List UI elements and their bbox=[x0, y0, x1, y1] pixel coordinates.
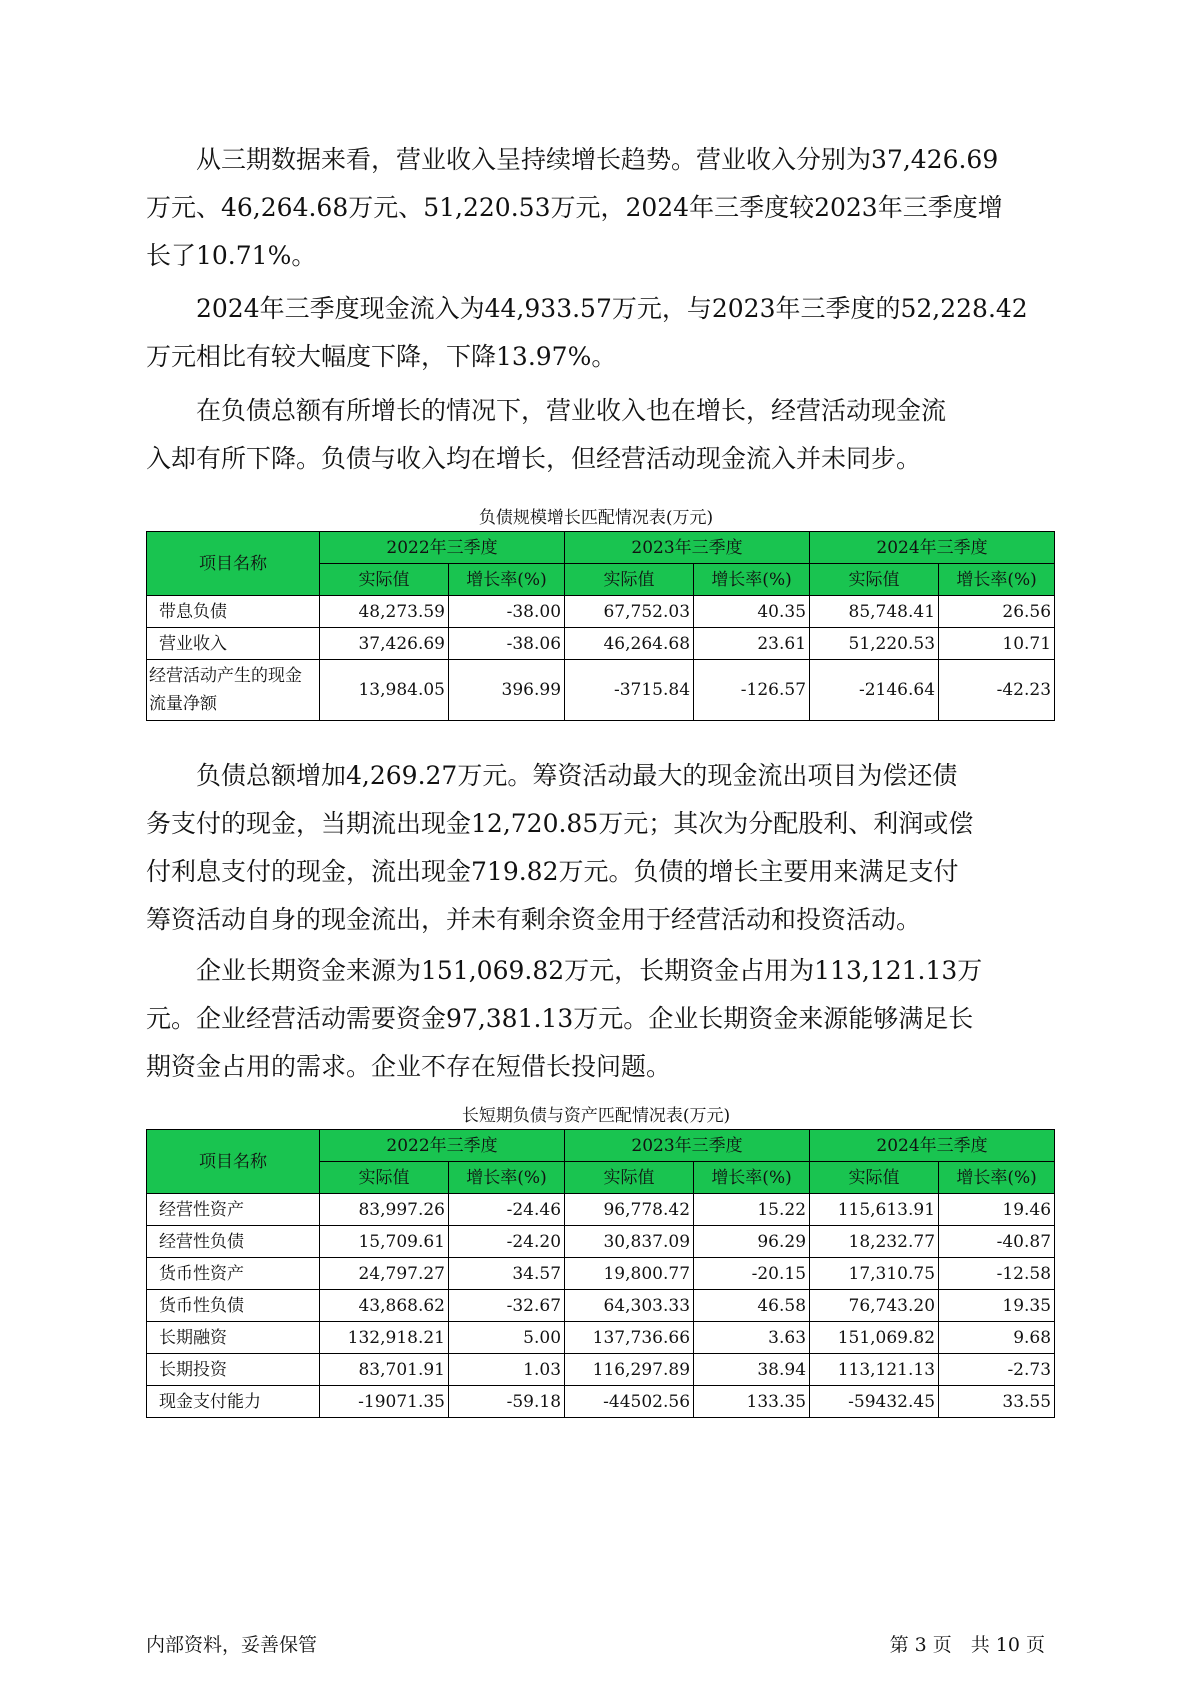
text-line: 付利息支付的现金，流出现金719.82万元。负债的增长主要用来满足支付 bbox=[146, 857, 959, 886]
text-line: 长了10.71%。 bbox=[146, 241, 317, 270]
text-line: 期资金占用的需求。企业不存在短借长投问题。 bbox=[146, 1052, 672, 1081]
paragraph-cash-inflow bbox=[146, 285, 1046, 381]
header-growth-rate: 增长率(%) bbox=[449, 564, 565, 596]
cell-value: 76,743.20 bbox=[810, 1290, 939, 1322]
page-number: 第 3 页 共 10 页 bbox=[889, 1634, 1045, 1656]
cell-rate: -59.18 bbox=[449, 1386, 565, 1418]
header-growth-rate: 增长率(%) bbox=[449, 1162, 565, 1194]
cell-rate: 3.63 bbox=[694, 1322, 810, 1354]
cell-value: 17,310.75 bbox=[810, 1258, 939, 1290]
cell-value: 30,837.09 bbox=[565, 1226, 694, 1258]
cell-rate: 96.29 bbox=[694, 1226, 810, 1258]
text-line: 在负债总额有所增长的情况下，营业收入也在增长，经营活动现金流 bbox=[146, 396, 947, 425]
cell-rate: -2.73 bbox=[939, 1354, 1055, 1386]
header-growth-rate: 增长率(%) bbox=[939, 1162, 1055, 1194]
cell-value: 83,997.26 bbox=[320, 1194, 449, 1226]
cell-rate: 19.35 bbox=[939, 1290, 1055, 1322]
row-label: 现金支付能力 bbox=[147, 1386, 320, 1418]
header-growth-rate: 增长率(%) bbox=[939, 564, 1055, 596]
text-line: 负债总额增加4,269.27万元。筹资活动最大的现金流出项目为偿还债 bbox=[146, 761, 958, 790]
cell-rate: -24.46 bbox=[449, 1194, 565, 1226]
cell-value: 137,736.66 bbox=[565, 1322, 694, 1354]
cell-rate: -38.00 bbox=[449, 596, 565, 628]
row-label: 长期投资 bbox=[147, 1354, 320, 1386]
row-label: 经营活动产生的现金流量净额 bbox=[147, 660, 320, 721]
cell-value: 15,709.61 bbox=[320, 1226, 449, 1258]
cell-value: -44502.56 bbox=[565, 1386, 694, 1418]
cell-rate: 34.57 bbox=[449, 1258, 565, 1290]
table-row bbox=[147, 1290, 1055, 1322]
cell-rate: 26.56 bbox=[939, 596, 1055, 628]
table-row bbox=[147, 1322, 1055, 1354]
table-row bbox=[147, 596, 1055, 628]
cell-rate: 5.00 bbox=[449, 1322, 565, 1354]
cell-rate: 19.46 bbox=[939, 1194, 1055, 1226]
paragraph-long-term-funds bbox=[146, 947, 1046, 1091]
footer-confidential-note: 内部资料，妥善保管 bbox=[146, 1634, 318, 1656]
header-actual-value: 实际值 bbox=[565, 564, 694, 596]
cell-value: -2146.64 bbox=[810, 660, 939, 721]
cell-value: 132,918.21 bbox=[320, 1322, 449, 1354]
cell-rate: 10.71 bbox=[939, 628, 1055, 660]
paragraph-debt-increase bbox=[146, 752, 1046, 944]
cell-value: 18,232.77 bbox=[810, 1226, 939, 1258]
row-label: 货币性负债 bbox=[147, 1290, 320, 1322]
cell-rate: 15.22 bbox=[694, 1194, 810, 1226]
text-line: 务支付的现金，当期流出现金12,720.85万元；其次为分配股利、利润或偿 bbox=[146, 809, 974, 838]
cell-value: 116,297.89 bbox=[565, 1354, 694, 1386]
cell-rate: 40.35 bbox=[694, 596, 810, 628]
header-actual-value: 实际值 bbox=[810, 1162, 939, 1194]
row-label: 长期融资 bbox=[147, 1322, 320, 1354]
header-item-name: 项目名称 bbox=[147, 1130, 320, 1194]
table-header-row bbox=[147, 1130, 1055, 1162]
table-row bbox=[147, 1194, 1055, 1226]
row-label: 营业收入 bbox=[147, 628, 320, 660]
cell-rate: -32.67 bbox=[449, 1290, 565, 1322]
cell-rate: 33.55 bbox=[939, 1386, 1055, 1418]
cell-rate: -38.06 bbox=[449, 628, 565, 660]
table-row bbox=[147, 1354, 1055, 1386]
row-label: 经营性负债 bbox=[147, 1226, 320, 1258]
table-row bbox=[147, 1226, 1055, 1258]
table-row bbox=[147, 628, 1055, 660]
text-line: 从三期数据来看，营业收入呈持续增长趋势。营业收入分别为37,426.69 bbox=[146, 145, 999, 174]
table-row bbox=[147, 1386, 1055, 1418]
row-label: 带息负债 bbox=[147, 596, 320, 628]
cell-rate: -20.15 bbox=[694, 1258, 810, 1290]
cell-rate: -126.57 bbox=[694, 660, 810, 721]
cell-value: 96,778.42 bbox=[565, 1194, 694, 1226]
cell-rate: 396.99 bbox=[449, 660, 565, 721]
cell-value: 64,303.33 bbox=[565, 1290, 694, 1322]
header-item-name: 项目名称 bbox=[147, 532, 320, 596]
header-actual-value: 实际值 bbox=[320, 564, 449, 596]
header-actual-value: 实际值 bbox=[320, 1162, 449, 1194]
cell-rate: 133.35 bbox=[694, 1386, 810, 1418]
header-period: 2024年三季度 bbox=[810, 532, 1055, 564]
cell-rate: -40.87 bbox=[939, 1226, 1055, 1258]
cell-value: 13,984.05 bbox=[320, 660, 449, 721]
cell-value: 51,220.53 bbox=[810, 628, 939, 660]
cell-value: 46,264.68 bbox=[565, 628, 694, 660]
table-header-row bbox=[147, 532, 1055, 564]
header-actual-value: 实际值 bbox=[565, 1162, 694, 1194]
table-row bbox=[147, 1258, 1055, 1290]
row-label: 货币性资产 bbox=[147, 1258, 320, 1290]
cell-value: 151,069.82 bbox=[810, 1322, 939, 1354]
table-caption: 长短期负债与资产匹配情况表(万元) bbox=[461, 1106, 731, 1126]
cell-rate: -42.23 bbox=[939, 660, 1055, 721]
cell-value: -19071.35 bbox=[320, 1386, 449, 1418]
text-line: 2024年三季度现金流入为44,933.57万元，与2023年三季度的52,228.42 bbox=[146, 294, 1028, 323]
text-line: 入却有所下降。负债与收入均在增长，但经营活动现金流入并未同步。 bbox=[146, 444, 922, 473]
text-line: 万元、46,264.68万元、51,220.53万元，2024年三季度较2023年三季度增 bbox=[146, 193, 1003, 222]
table-caption: 负债规模增长匹配情况表(万元) bbox=[478, 508, 714, 528]
text-line: 万元相比有较大幅度下降，下降13.97%。 bbox=[146, 342, 617, 371]
cell-value: 43,868.62 bbox=[320, 1290, 449, 1322]
text-line: 元。企业经营活动需要资金97,381.13万元。企业长期资金来源能够满足长 bbox=[146, 1004, 974, 1033]
header-period: 2022年三季度 bbox=[320, 1130, 565, 1162]
header-period: 2023年三季度 bbox=[565, 1130, 810, 1162]
cell-rate: 1.03 bbox=[449, 1354, 565, 1386]
cell-rate: -24.20 bbox=[449, 1226, 565, 1258]
cell-value: 85,748.41 bbox=[810, 596, 939, 628]
table-row bbox=[147, 660, 1055, 721]
cell-value: 37,426.69 bbox=[320, 628, 449, 660]
cell-value: -59432.45 bbox=[810, 1386, 939, 1418]
header-period: 2024年三季度 bbox=[810, 1130, 1055, 1162]
cell-value: 19,800.77 bbox=[565, 1258, 694, 1290]
row-label: 经营性资产 bbox=[147, 1194, 320, 1226]
paragraph-revenue-trend bbox=[146, 136, 1046, 280]
cell-value: -3715.84 bbox=[565, 660, 694, 721]
text-line: 筹资活动自身的现金流出，并未有剩余资金用于经营活动和投资活动。 bbox=[146, 905, 922, 934]
debt-growth-table bbox=[146, 531, 1055, 721]
header-period: 2022年三季度 bbox=[320, 532, 565, 564]
cell-value: 115,613.91 bbox=[810, 1194, 939, 1226]
header-period: 2023年三季度 bbox=[565, 532, 810, 564]
cell-value: 48,273.59 bbox=[320, 596, 449, 628]
text-line: 企业长期资金来源为151,069.82万元，长期资金占用为113,121.13万 bbox=[146, 956, 983, 985]
header-actual-value: 实际值 bbox=[810, 564, 939, 596]
cell-value: 113,121.13 bbox=[810, 1354, 939, 1386]
cell-rate: -12.58 bbox=[939, 1258, 1055, 1290]
header-growth-rate: 增长率(%) bbox=[694, 1162, 810, 1194]
cell-rate: 9.68 bbox=[939, 1322, 1055, 1354]
cell-rate: 46.58 bbox=[694, 1290, 810, 1322]
long-short-term-table bbox=[146, 1129, 1055, 1418]
cell-value: 24,797.27 bbox=[320, 1258, 449, 1290]
cell-value: 83,701.91 bbox=[320, 1354, 449, 1386]
header-growth-rate: 增长率(%) bbox=[694, 564, 810, 596]
cell-rate: 23.61 bbox=[694, 628, 810, 660]
cell-value: 67,752.03 bbox=[565, 596, 694, 628]
paragraph-debt-revenue bbox=[146, 387, 1046, 483]
cell-rate: 38.94 bbox=[694, 1354, 810, 1386]
